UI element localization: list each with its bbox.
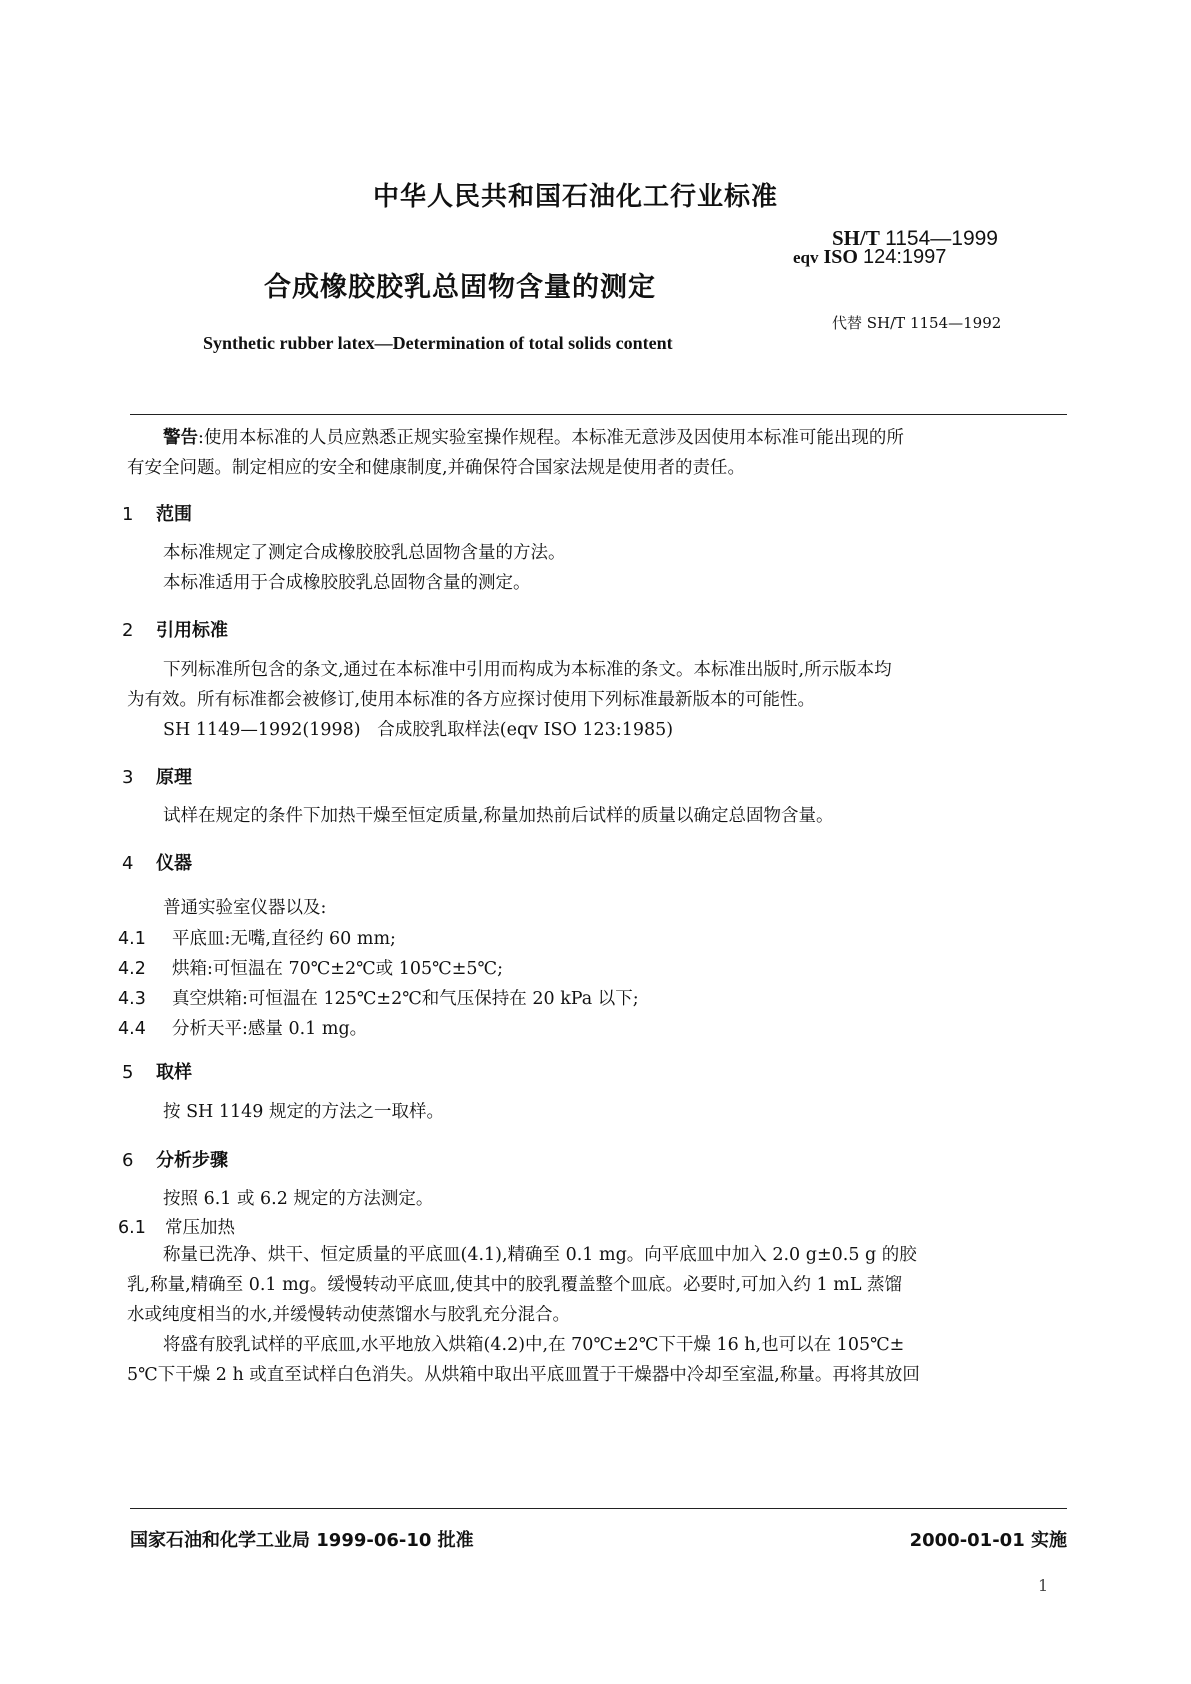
subsection-6-1-line-5: 5℃下干燥 2 h 或直至试样白色消失。从烘箱中取出平底皿置于干燥器中冷却至室温,称量。再将其放回	[127, 1365, 920, 1385]
title-chinese: 合成橡胶胶乳总固物含量的测定	[264, 272, 656, 303]
warning-line-1	[163, 423, 904, 453]
section-5-line-1: 按 SH 1149 规定的方法之一取样。	[163, 1102, 444, 1122]
eqv-number: 124:1997	[862, 246, 947, 268]
section-1-line-1: 本标准规定了测定合成橡胶胶乳总固物含量的方法。	[163, 543, 566, 563]
section-5-number: 5	[122, 1062, 134, 1083]
subsection-6-1-number: 6.1	[118, 1218, 146, 1238]
section-6-heading	[122, 1146, 228, 1172]
section-1-heading	[122, 500, 192, 526]
section-4-number: 4	[122, 853, 134, 874]
section-6-number: 6	[122, 1150, 134, 1171]
code-number: 1154—1999	[885, 227, 998, 250]
replaces-standard: 代替 SH/T 1154—1992	[832, 314, 1002, 332]
subsection-6-1-line-2: 乳,称量,精确至 0.1 mg。缓慢转动平底皿,使其中的胶乳覆盖整个皿底。必要时,可加入约 1 mL 蒸馏	[127, 1275, 903, 1295]
warning-line-2: 有安全问题。制定相应的安全和健康制度,并确保符合国家法规是使用者的责任。	[127, 458, 746, 478]
item-4-1-text: 平底皿:无嘴,直径约 60 mm;	[172, 929, 396, 949]
item-4-2	[118, 955, 503, 980]
eqv-prefix: eqv	[793, 248, 819, 267]
section-2-title: 引用标准	[156, 620, 228, 641]
section-2-number: 2	[122, 620, 134, 641]
code-prefix: SH/T	[832, 226, 880, 250]
section-4-line-1: 普通实验室仪器以及:	[163, 898, 327, 918]
title-english: Synthetic rubber latex—Determination of total solids content	[203, 333, 673, 353]
item-4-1-number: 4.1	[118, 929, 146, 949]
section-2-reference: SH 1149—1992(1998) 合成胶乳取样法(eqv ISO 123:1985)	[163, 720, 674, 740]
item-4-3-number: 4.3	[118, 989, 146, 1009]
item-4-3	[118, 985, 639, 1010]
section-5-title: 取样	[156, 1062, 192, 1083]
section-3-line-1: 试样在规定的条件下加热干燥至恒定质量,称量加热前后试样的质量以确定总固物含量。	[163, 806, 834, 826]
section-6-line-1: 按照 6.1 或 6.2 规定的方法测定。	[163, 1189, 434, 1209]
section-5-heading	[122, 1058, 192, 1084]
item-4-4-text: 分析天平:感量 0.1 mg。	[172, 1019, 368, 1039]
warning-text-1: :使用本标准的人员应熟悉正规实验室操作规程。本标准无意涉及因使用本标准可能出现的所	[198, 428, 904, 448]
page-number: 1	[1038, 1576, 1049, 1595]
section-1-title: 范围	[156, 504, 192, 525]
subsection-6-1-line-4: 将盛有胶乳试样的平底皿,水平地放入烘箱(4.2)中,在 70℃±2℃下干燥 16 h,也可以在 105℃±	[163, 1335, 905, 1355]
footer-divider	[130, 1508, 1067, 1509]
section-1-number: 1	[122, 504, 134, 525]
item-4-4-number: 4.4	[118, 1019, 146, 1039]
item-4-4	[118, 1015, 367, 1040]
section-3-number: 3	[122, 767, 134, 788]
subsection-6-1-line-1: 称量已洗净、烘干、恒定质量的平底皿(4.1),精确至 0.1 mg。向平底皿中加入 2.0 g±0.5 g 的胶	[163, 1245, 917, 1265]
effective-date: 2000-01-01 实施	[909, 1530, 1067, 1551]
section-3-title: 原理	[156, 767, 192, 788]
item-4-2-number: 4.2	[118, 959, 146, 979]
section-3-heading	[122, 763, 192, 789]
section-4-title: 仪器	[156, 853, 192, 874]
equivalent-standard	[793, 246, 946, 269]
section-6-title: 分析步骤	[156, 1150, 228, 1171]
section-2-line-1: 下列标准所包含的条文,通过在本标准中引用而构成为本标准的条文。本标准出版时,所示版本均	[163, 660, 892, 680]
eqv-iso: ISO	[823, 246, 858, 268]
standard-name: 中华人民共和国石油化工行业标准	[372, 182, 778, 212]
item-4-3-text: 真空烘箱:可恒温在 125℃±2℃和气压保持在 20 kPa 以下;	[172, 989, 639, 1009]
subsection-6-1-line-3: 水或纯度相当的水,并缓慢转动使蒸馏水与胶乳充分混合。	[127, 1305, 571, 1325]
item-4-1	[118, 925, 396, 950]
section-2-heading	[122, 616, 228, 642]
item-4-2-text: 烘箱:可恒温在 70℃±2℃或 105℃±5℃;	[172, 959, 503, 979]
subsection-6-1-title: 常压加热	[165, 1218, 235, 1238]
section-1-line-2: 本标准适用于合成橡胶胶乳总固物含量的测定。	[163, 573, 531, 593]
approval-date: 国家石油和化学工业局 1999-06-10 批准	[130, 1530, 474, 1551]
header-divider	[130, 414, 1067, 415]
section-2-line-2: 为有效。所有标准都会被修订,使用本标准的各方应探讨使用下列标准最新版本的可能性。	[127, 690, 816, 710]
warning-label: 警告	[163, 428, 198, 448]
subsection-6-1-heading	[118, 1214, 235, 1239]
section-4-heading	[122, 849, 192, 875]
